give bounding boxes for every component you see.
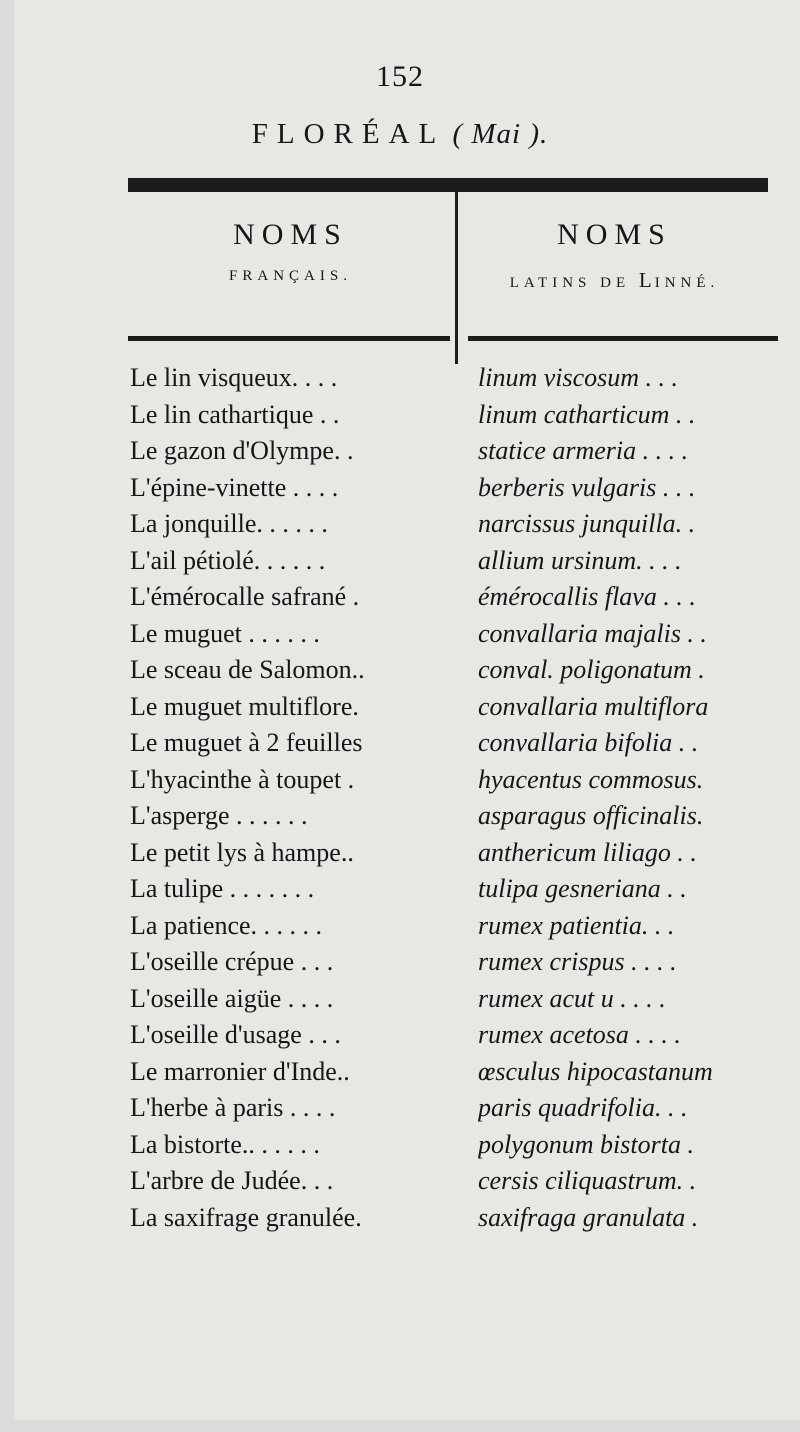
latin-name: berberis vulgaris . . . [478, 472, 696, 502]
latin-name: rumex acetosa . . . . [478, 1020, 681, 1050]
latin-name: polygonum bistorta . [478, 1129, 694, 1159]
plant-row [130, 1090, 785, 1127]
plant-row [130, 397, 785, 434]
latin-name: hyacentus commosus. [478, 764, 704, 794]
french-name: Le lin cathartique . . [130, 399, 340, 429]
french-name: La jonquille. . . . . . [130, 509, 328, 539]
plant-row [130, 871, 785, 908]
french-column-rule [128, 336, 450, 341]
french-names-header [128, 218, 453, 285]
latin-header-initial: L [638, 268, 655, 292]
french-name: L'épine-vinette . . . . [130, 472, 339, 502]
french-name: Le lin visqueux. . . . [130, 363, 338, 393]
latin-name: saxifraga granulata . [478, 1202, 699, 1232]
plant-row [130, 1200, 785, 1237]
plant-row [130, 616, 785, 653]
column-divider [455, 192, 458, 364]
latin-name: allium ursinum. . . . [478, 545, 682, 575]
latin-header-prefix: LATINS DE [509, 275, 639, 291]
running-title [0, 118, 800, 151]
french-name: Le muguet . . . . . . [130, 618, 320, 648]
french-name: La bistorte.. . . . . . [130, 1129, 320, 1159]
french-name: Le marronier d'Inde.. [130, 1056, 350, 1086]
plant-row [130, 506, 785, 543]
latin-name: rumex crispus . . . . [478, 947, 677, 977]
latin-names-header [462, 218, 767, 293]
latin-name: émérocallis flava . . . [478, 582, 696, 612]
title-month-name: FLORÉAL [251, 118, 446, 150]
plant-row [130, 1017, 785, 1054]
latin-name: rumex acut u . . . . [478, 983, 666, 1013]
french-name: La saxifrage granulée. [130, 1202, 362, 1232]
plant-row [130, 470, 785, 507]
latin-header-subtitle [462, 268, 767, 293]
latin-name: linum catharticum . . [478, 399, 696, 429]
plant-list [130, 360, 785, 1236]
plant-row [130, 543, 785, 580]
latin-name: rumex patientia. . . [478, 910, 675, 940]
french-name: L'asperge . . . . . . [130, 801, 308, 831]
plant-row [130, 908, 785, 945]
french-name: Le muguet à 2 feuilles [130, 728, 363, 758]
french-name: Le gazon d'Olympe. . [130, 436, 354, 466]
plant-row [130, 433, 785, 470]
french-name: La patience. . . . . . [130, 910, 323, 940]
plant-row [130, 689, 785, 726]
french-name: L'oseille aigüe . . . . [130, 983, 334, 1013]
page-number: 152 [376, 60, 424, 93]
french-name: L'hyacinthe à toupet . [130, 764, 355, 794]
french-name: L'arbre de Judée. . . [130, 1166, 334, 1196]
latin-name: tulipa gesneriana . . [478, 874, 687, 904]
plant-row [130, 1127, 785, 1164]
french-name: L'oseille d'usage . . . [130, 1020, 341, 1050]
french-name: Le petit lys à hampe.. [130, 837, 354, 867]
french-name: Le sceau de Salomon.. [130, 655, 365, 685]
plant-row [130, 835, 785, 872]
latin-name: convallaria majalis . . [478, 618, 707, 648]
plant-row [130, 725, 785, 762]
french-header-title: NOMS [233, 218, 348, 251]
latin-name: paris quadrifolia. . . [478, 1093, 688, 1123]
header-rule [128, 178, 768, 192]
plant-row [130, 652, 785, 689]
french-name: L'herbe à paris . . . . [130, 1093, 336, 1123]
latin-header-rest: INNÉ. [654, 275, 720, 291]
plant-row [130, 798, 785, 835]
latin-name: cersis ciliquastrum. . [478, 1166, 697, 1196]
latin-name: linum viscosum . . . [478, 363, 679, 393]
latin-name: narcissus junquilla. . [478, 509, 696, 539]
latin-name: convallaria bifolia . . [478, 728, 699, 758]
french-name: L'émérocalle safrané . [130, 582, 360, 612]
plant-row [130, 579, 785, 616]
plant-row [130, 981, 785, 1018]
latin-column-rule [468, 336, 778, 341]
plant-row [130, 762, 785, 799]
french-name: Le muguet multiflore. [130, 691, 359, 721]
plant-row [130, 1163, 785, 1200]
latin-name: anthericum liliago . . [478, 837, 697, 867]
french-name: L'ail pétiolé. . . . . . [130, 545, 326, 575]
latin-header-title: NOMS [557, 218, 672, 251]
plant-row [130, 944, 785, 981]
title-month-latin: ( Mai ). [452, 118, 549, 150]
plant-row [130, 1054, 785, 1091]
latin-name: convallaria multiflora [478, 691, 709, 721]
latin-name: conval. poligonatum . [478, 655, 705, 685]
plant-row [130, 360, 785, 397]
latin-name: asparagus officinalis. [478, 801, 704, 831]
latin-name: statice armeria . . . . [478, 436, 689, 466]
french-name: La tulipe . . . . . . . [130, 874, 315, 904]
french-name: L'oseille crépue . . . [130, 947, 334, 977]
latin-name: œsculus hipocastanum [478, 1056, 713, 1086]
french-header-subtitle: FRANÇAIS. [229, 268, 352, 284]
